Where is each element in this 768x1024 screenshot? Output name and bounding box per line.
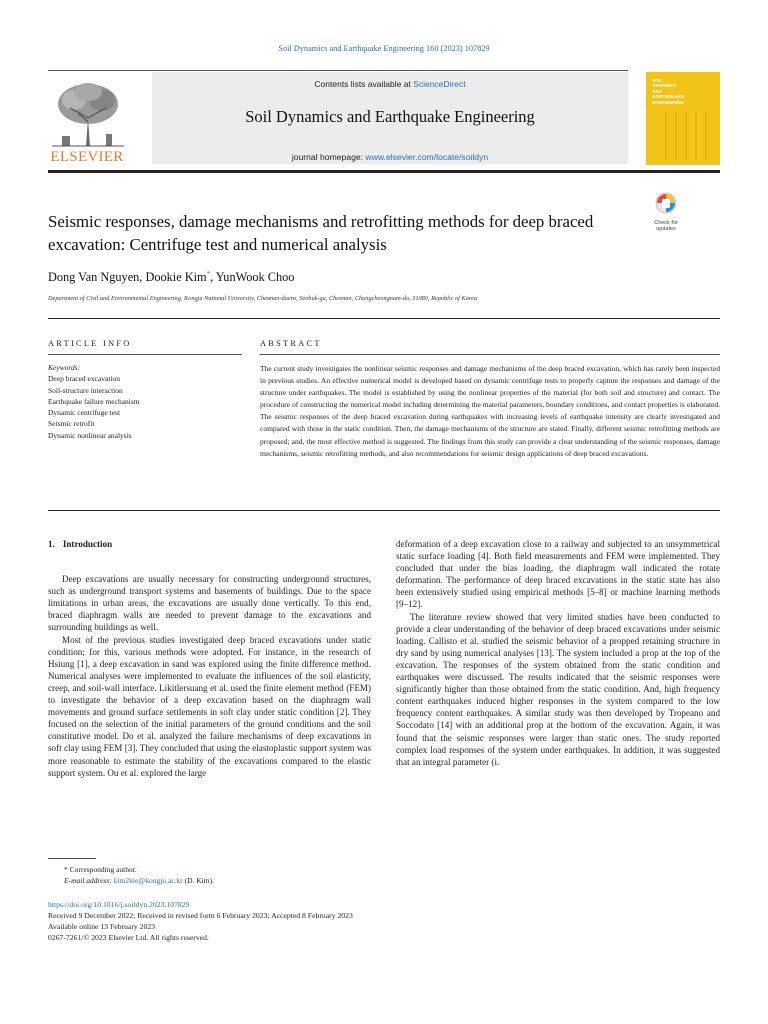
- cover-title-line: AND: [652, 88, 662, 94]
- journal-homepage: [152, 152, 628, 162]
- elsevier-tree-icon: [48, 78, 128, 148]
- body-left-column: [48, 538, 371, 779]
- body-paragraph: Deep excavations are usually necessary for constructing underground structures, such as underground transport systems and basements of buildings. Due to the space limitations in urban areas, the excavations are usually done vertically. To this end, braced diaphragm walls are needed to prevent damage to the excavations and surrounding buildings as well.: [48, 574, 371, 633]
- abstract-heading: ABSTRACT: [260, 339, 322, 348]
- body-paragraph: The literature review showed that very limited studies have been conducted to provide a clear understanding of the behavior of deep braced excavations under seismic loading. Callisto et al. studied the seismic behavior of a propped retaining structure in dry sand by using numerical analyses [13]. The system included a prop at the top of the excavation. The responses of the system obtained from the static condition and earthquakes were discussed. The results indicated that the seismic responses were significantly higher than those obtained from the static condition. And, high frequency content earthquakes induced higher responses in the system compared to the low frequency content earthquakes. A similar study was then developed by Tropeano and Soccodato [14] with an additional prop at the bottom of the excavation. Again, it was found that the seismic responses were larger than static ones. The study reported complex load responses of the system under earthquakes. In addition, it was suggested that an integral parameter (i.: [396, 611, 720, 767]
- contents-line: [152, 79, 628, 89]
- homepage-link[interactable]: www.elsevier.com/locate/soildyn: [365, 152, 489, 162]
- publication-info: [48, 899, 353, 943]
- body-right-column: [396, 538, 720, 768]
- keywords-label: Keywords:: [48, 363, 81, 372]
- abstract-bottom-rule: [48, 510, 720, 511]
- cover-graphic-icon: [646, 72, 720, 165]
- article-info-heading: ARTICLE INFO: [48, 339, 132, 348]
- info-top-rule: [48, 318, 720, 319]
- email-link[interactable]: kim2kie@kongju.ac.kr: [113, 876, 183, 886]
- keyword-item: Soil-structure interaction: [48, 385, 123, 395]
- journal-cover-thumbnail[interactable]: [646, 72, 720, 165]
- keyword-item: Deep braced excavation: [48, 374, 121, 384]
- available-online: Available online 13 February 2023: [48, 922, 156, 931]
- affiliation: Department of Civil and Environmental Engineering, Kongju National University, Cheonan-daero, Seobuk-gu, Cheonan, Chungcheongnam-do, 31080, Republic of Korea: [48, 295, 478, 302]
- body-paragraph: deformation of a deep excavation close to a railway and subjected to an unsymmetrical static surface loading [4]. Both field measurements and FEM were implemented. They concluded that under the bias loading, the diaphragm wall indicated the rotate deformation. The performance of deep braced excavations in the static state has also been extensively studied using empirical methods [5–8] or machine learning methods [9–12].: [396, 539, 720, 610]
- email-suffix: (D. Kim).: [182, 876, 214, 886]
- keyword-item: Dynamic nonlinear analysis: [48, 430, 132, 440]
- check-updates-icon: [648, 192, 684, 214]
- check-updates-label: [648, 220, 684, 232]
- publisher-name: ELSEVIER: [50, 149, 124, 165]
- cover-title-line: SOIL: [652, 78, 663, 83]
- check-updates-line: updates: [656, 226, 676, 232]
- abstract-text: The current study investigates the nonlinear seismic responses and damage mechanisms of the deep braced excavation, which has rarely been inspected in previous studies. An effective numerical model is developed based on dynamic centrifuge tests to properly capture the responses and damage of the structure under earthquakes. The model is established by using the nonlinear properties of the material (for both soil and structure) and contact. The procedure of constructing the numerical model including determining the material parameters, boundary conditions, and contact properties is elaborated. The seismic responses of the deep braced excavation during earthquakes with increasing levels of earthquake intensity are clearly investigated and compared with those in the static condition. Then, the damage mechanisms of the structure are stated. Finally, different seismic retrofitting methods are proposed; and, the most effective method is suggested. The findings from this study can provide a clear understanding of the seismic responses, damage mechanisms, seismic retrofitting methods, and also recommendations for seismic design applications of deep braced excavations.: [260, 364, 720, 458]
- footnote-rule: [48, 858, 96, 859]
- received-dates: Received 9 December 2022; Received in revised form 6 February 2023; Accepted 8 February 2023: [48, 911, 353, 920]
- cover-title-line: EARTHQUAKE: [652, 94, 685, 100]
- copyright: 0267-7261/© 2023 Elsevier Ltd. All rights reserved.: [48, 933, 209, 942]
- footnotes: [48, 864, 720, 887]
- sciencedirect-link[interactable]: ScienceDirect: [413, 79, 466, 89]
- corresponding-text: Corresponding author.: [69, 865, 137, 874]
- header-top-rule: [48, 70, 628, 71]
- cover-title-line: ENGINEERING: [652, 99, 685, 105]
- email-note: [48, 875, 720, 886]
- check-updates-line: Check for: [654, 220, 678, 226]
- email-label: E-mail address:: [64, 876, 112, 886]
- cover-title-line: DYNAMICS: [652, 83, 677, 89]
- homepage-prefix: journal homepage:: [291, 152, 366, 162]
- elsevier-logo: [48, 78, 128, 148]
- journal-title: Soil Dynamics and Earthquake Engineering: [245, 107, 535, 126]
- keyword-item: Seismic retrofit: [48, 419, 95, 429]
- journal-citation[interactable]: Soil Dynamics and Earthquake Engineering 160 (2023) 107829: [278, 44, 490, 53]
- keyword-item: Dynamic centrifuge test: [48, 408, 121, 418]
- authors-last: , YunWook Choo: [210, 270, 295, 285]
- section-heading: [48, 538, 371, 550]
- doi-link[interactable]: https://doi.org/10.1016/j.soildyn.2023.107829: [48, 900, 190, 909]
- contents-prefix: Contents lists available at: [314, 79, 414, 89]
- corresponding-note: * Corresponding author.: [64, 865, 137, 874]
- abstract-rule: [260, 354, 720, 355]
- article-title: Seismic responses, damage mechanisms and retrofitting methods for deep braced excavation: Centrifuge test and numerical analysis: [48, 212, 594, 254]
- section-number: 1.: [48, 539, 55, 549]
- author-list: [48, 270, 294, 285]
- header-bottom-rule: [48, 170, 720, 173]
- authors-first: Dong Van Nguyen, Dookie Kim: [48, 270, 207, 285]
- keywords-block: [48, 362, 248, 441]
- spacer: [48, 561, 371, 573]
- section-title: Introduction: [62, 539, 113, 549]
- corresponding-author-mark[interactable]: *: [206, 270, 211, 278]
- check-for-updates-badge[interactable]: [648, 192, 684, 232]
- keyword-item: Earthquake failure mechanism: [48, 396, 140, 406]
- article-info-rule: [48, 354, 242, 355]
- body-paragraph: Most of the previous studies investigated deep braced excavations under static condition; for this, various methods were adopted. For instance, in the research of Hsiung [1], a deep excavation in sand was explored using the finite difference method. Numerical analyses were implemented to evaluate the influences of the soil elasticity, creep, and soil-wall interface. Likitlersuang et al. used the finite element method (FEM) to investigate the behavior of a deep excavation based on the diaphragm wall movements and ground surface settlements in soft clay under static condition [2]. They focused on the selection of the initial parameters of the ground conditions and the soil constitutive model. Do et al. analyzed the failure mechanisms of deep excavations in soft clay using FEM [3]. They concluded that using the elastoplastic support system was more reasonable to estimate the stability of the excavations compared to the elastic support system. Ou et al. explored the large: [48, 634, 371, 778]
